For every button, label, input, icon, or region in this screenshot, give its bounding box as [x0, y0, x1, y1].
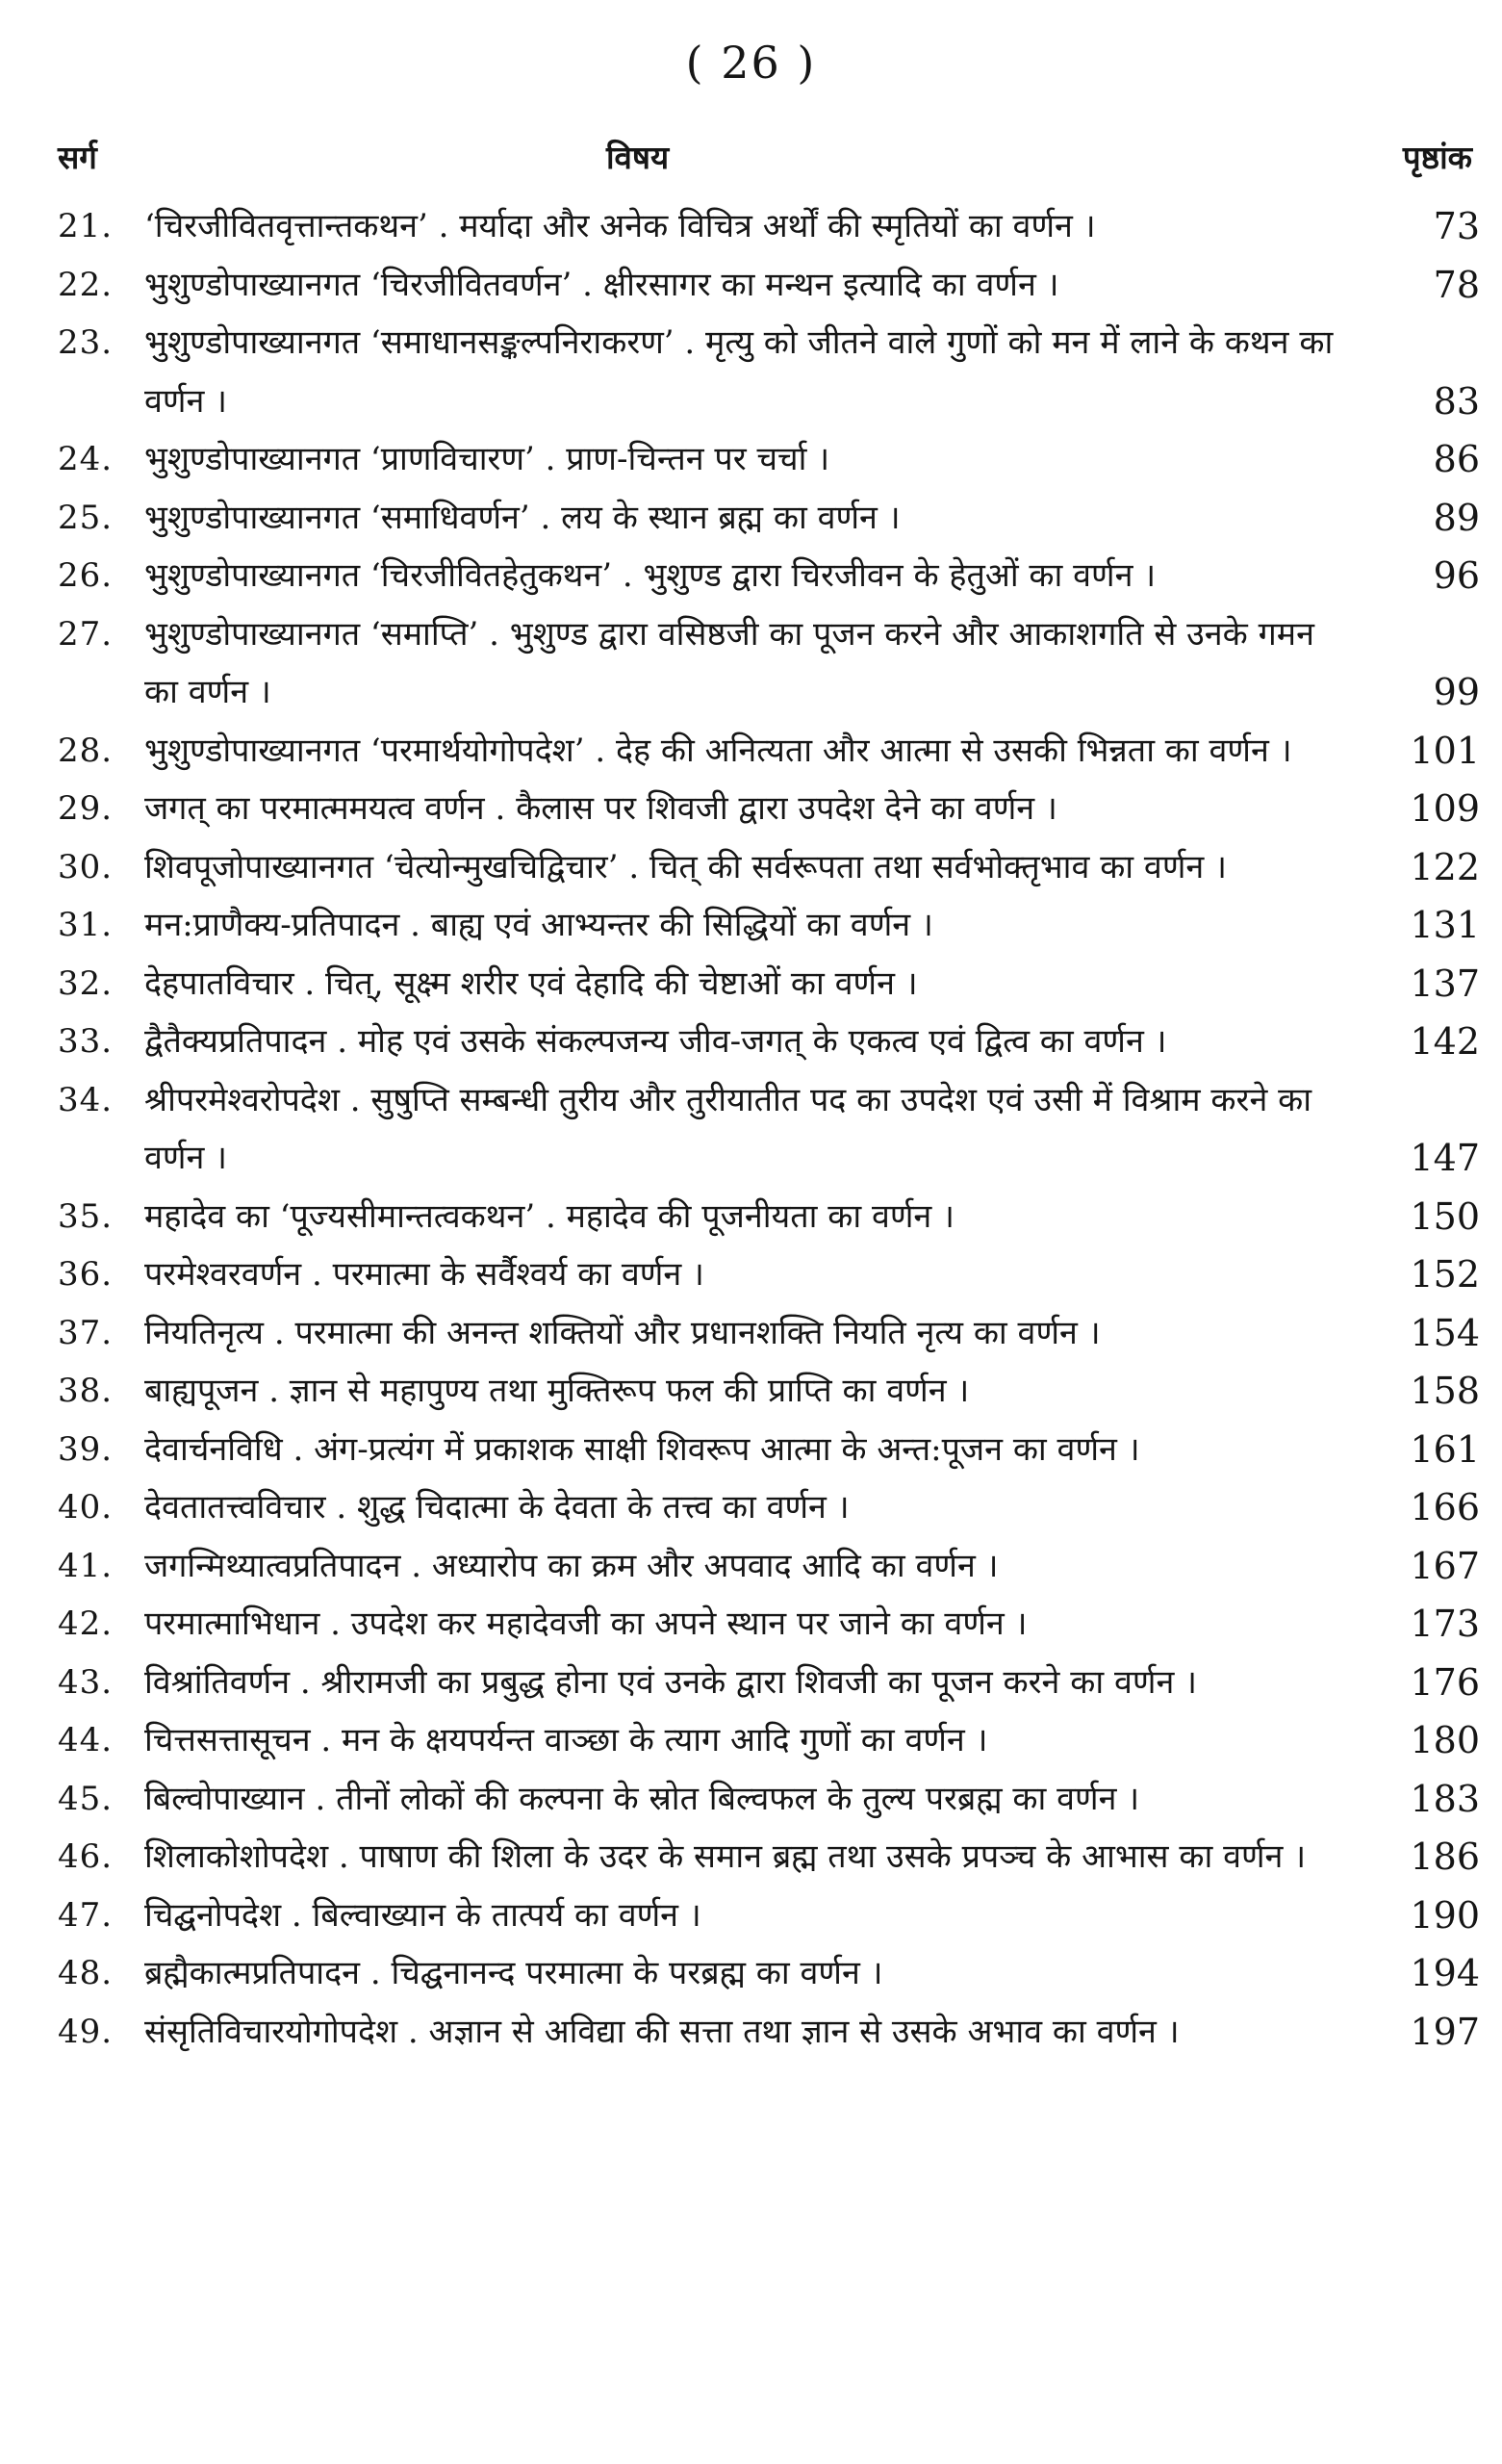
entry-number: 33.	[58, 1022, 114, 1061]
entry-page-number: 122	[1410, 845, 1480, 888]
toc-entry	[58, 197, 1480, 256]
entry-page-number: 89	[1433, 496, 1480, 539]
entry-title: बिल्वोपाख्यान . तीनों लोकों की कल्पना के स्रोत बिल्वफल के तुल्य परब्रह्म का वर्णन ।	[144, 1779, 1140, 1818]
table-of-contents	[58, 197, 1480, 2061]
entry-page-number: 147	[1410, 1137, 1480, 1179]
entry-number: 22.	[58, 265, 114, 304]
header-prishthank: पृष्ठांक	[1402, 139, 1472, 176]
toc-entry	[58, 1886, 1480, 1945]
entry-number: 45.	[58, 1779, 114, 1818]
entry-page-number: 173	[1410, 1603, 1480, 1645]
entry-number: 29.	[58, 789, 114, 828]
entry-page-number: 166	[1410, 1486, 1480, 1528]
entry-number: 39.	[58, 1429, 114, 1469]
toc-entry	[58, 1944, 1480, 2003]
entry-page-number: 154	[1410, 1311, 1480, 1354]
entry-title: देहपातविचार . चित्, सूक्ष्म शरीर एवं देहादि की चेष्टाओं का वर्णन ।	[144, 963, 918, 1003]
toc-entry	[58, 955, 1480, 1014]
entry-page-number: 78	[1433, 263, 1480, 306]
entry-number: 46.	[58, 1837, 114, 1876]
toc-entry	[58, 489, 1480, 548]
entry-title: देवतातत्त्वविचार . शुद्ध चिदात्मा के देवता के तत्त्व का वर्णन ।	[144, 1488, 850, 1527]
entry-title: महादेव का ‘पूज्यसीमान्तत्वकथन’ . महादेव की पूजनीयता का वर्णन ।	[144, 1196, 955, 1236]
entry-page-number: 152	[1410, 1253, 1480, 1296]
entry-page-number: 183	[1410, 1777, 1480, 1820]
entry-title: भुशुण्डोपाख्यानगत ‘समाधानसङ्कल्पनिराकरण’ . मृत्यु को जीतने वाले गुणों को मन में लाने के कथन का वर्णन ।	[144, 323, 1334, 421]
entry-number: 28.	[58, 731, 114, 770]
toc-entry	[58, 1188, 1480, 1246]
entry-number: 27.	[58, 614, 114, 654]
page-number: ( 26 )	[685, 37, 817, 89]
toc-entry	[58, 1013, 1480, 1071]
entry-title: चिद्घनोपदेश . बिल्वाख्यान के तात्पर्य का वर्णन ।	[144, 1895, 701, 1935]
entry-title: देवार्चनविधि . अंग-प्रत्यंग में प्रकाशक साक्षी शिवरूप आत्मा के अन्त:पूजन का वर्णन ।	[144, 1429, 1140, 1469]
entry-page-number: 167	[1410, 1544, 1480, 1587]
entry-title: ‘चिरजीवितवृत्तान्तकथन’ . मर्यादा और अनेक विचित्र अर्थों की स्मृतियों का वर्णन ।	[144, 207, 1096, 245]
entry-page-number: 86	[1433, 438, 1480, 480]
entry-title: शिवपूजोपाख्यानगत ‘चेत्योन्मुखचिद्विचार’ . चित् की सर्वरूपता तथा सर्वभोक्तृभाव का वर्णन ।	[144, 847, 1227, 886]
entry-page-number: 109	[1410, 787, 1480, 830]
entry-title: जगत् का परमात्ममयत्व वर्णन . कैलास पर शिवजी द्वारा उपदेश देने का वर्णन ।	[144, 789, 1057, 828]
entry-page-number: 161	[1410, 1427, 1480, 1471]
entry-number: 40.	[58, 1488, 114, 1527]
entry-title: ब्रह्मैकात्मप्रतिपादन . चिद्घनानन्द परमात्मा के परब्रह्म का वर्णन ।	[144, 1954, 883, 1992]
toc-entry	[58, 2003, 1480, 2062]
toc-entry	[58, 1071, 1480, 1188]
entry-title: परमात्माभिधान . उपदेश कर महादेवजी का अपने स्थान पर जाने का वर्णन ।	[144, 1604, 1028, 1643]
entry-number: 35.	[58, 1196, 114, 1236]
entry-page-number: 186	[1410, 1835, 1480, 1878]
toc-entry	[58, 605, 1480, 722]
entry-page-number: 73	[1433, 205, 1480, 247]
entry-title: संसृतिविचारयोगोपदेश . अज्ञान से अविद्या की सत्ता तथा ज्ञान से उसके अभाव का वर्णन ।	[144, 2012, 1180, 2051]
toc-entry	[58, 430, 1480, 489]
toc-entry	[58, 314, 1480, 430]
entry-number: 42.	[58, 1604, 114, 1643]
entry-page-number: 142	[1410, 1020, 1480, 1063]
entry-number: 41.	[58, 1546, 114, 1585]
toc-header	[58, 135, 1472, 183]
entry-page-number: 137	[1410, 962, 1480, 1005]
entry-page-number: 197	[1410, 2010, 1480, 2053]
toc-entry	[58, 1537, 1480, 1596]
entry-number: 31.	[58, 906, 114, 944]
entry-title: जगन्मिथ्यात्वप्रतिपादन . अध्यारोप का क्रम और अपवाद आदि का वर्णन ।	[144, 1546, 999, 1585]
header-vishay: विषय	[606, 139, 670, 176]
entry-page-number: 176	[1410, 1660, 1480, 1704]
toc-entry	[58, 1654, 1480, 1712]
entry-title: भुशुण्डोपाख्यानगत ‘समाप्ति’ . भुशुण्ड द्वारा वसिष्ठजी का पूजन करने और आकाशगति से उनके गमन का वर्णन ।	[144, 614, 1314, 711]
toc-entry	[58, 1245, 1480, 1304]
header-sarga: सर्ग	[58, 139, 97, 176]
entry-title: भुशुण्डोपाख्यानगत ‘समाधिवर्णन’ . लय के स्थान ब्रह्म का वर्णन ।	[144, 498, 901, 537]
toc-entry	[58, 1421, 1480, 1479]
entry-title: मन:प्राणैक्य-प्रतिपादन . बाह्य एवं आभ्यन्तर की सिद्धियों का वर्णन ।	[144, 906, 933, 944]
toc-entry	[58, 780, 1480, 838]
entry-page-number: 96	[1433, 554, 1480, 597]
entry-number: 38.	[58, 1372, 114, 1410]
entry-page-number: 158	[1410, 1370, 1480, 1412]
entry-page-number: 131	[1410, 904, 1480, 946]
toc-entry	[58, 1304, 1480, 1363]
toc-entry	[58, 896, 1480, 955]
toc-entry	[58, 838, 1480, 897]
entry-number: 49.	[58, 2012, 114, 2051]
toc-entry	[58, 547, 1480, 605]
toc-entry	[58, 722, 1480, 781]
toc-entry	[58, 1770, 1480, 1829]
entry-page-number: 99	[1433, 671, 1480, 713]
entry-title: श्रीपरमेश्वरोपदेश . सुषुप्ति सम्बन्धी तुरीय और तुरीयातीत पद का उपदेश एवं उसी में विश्राम करने का वर्णन ।	[144, 1080, 1312, 1177]
toc-entry	[58, 256, 1480, 315]
entry-title: द्वैतैक्यप्रतिपादन . मोह एवं उसके संकल्पजन्य जीव-जगत् के एकत्व एवं द्वित्व का वर्णन ।	[144, 1022, 1167, 1061]
entry-title: भुशुण्डोपाख्यानगत ‘प्राणविचारण’ . प्राण-चिन्तन पर चर्चा ।	[144, 440, 830, 478]
entry-title: परमेश्वरवर्णन . परमात्मा के सर्वैश्वर्य का वर्णन ।	[144, 1255, 704, 1294]
entry-page-number: 150	[1410, 1194, 1480, 1238]
entry-number: 36.	[58, 1255, 114, 1294]
entry-number: 23.	[58, 323, 114, 362]
toc-entry	[58, 1595, 1480, 1654]
entry-page-number: 83	[1433, 379, 1480, 423]
entry-title: भुशुण्डोपाख्यानगत ‘चिरजीवितहेतुकथन’ . भुशुण्ड द्वारा चिरजीवन के हेतुओं का वर्णन ।	[144, 556, 1157, 595]
toc-entry	[58, 1711, 1480, 1770]
entry-number: 34.	[58, 1080, 114, 1119]
entry-number: 44.	[58, 1721, 114, 1759]
entry-number: 32.	[58, 963, 114, 1003]
toc-entry	[58, 1478, 1480, 1537]
entry-number: 24.	[58, 440, 114, 478]
entry-page-number: 101	[1410, 729, 1480, 772]
toc-entry	[58, 1828, 1480, 1886]
entry-page-number: 194	[1410, 1952, 1480, 1994]
entry-number: 37.	[58, 1313, 114, 1352]
entry-title: भुशुण्डोपाख्यानगत ‘परमार्थयोगोपदेश’ . देह की अनित्यता और आत्मा से उसकी भिन्नता का वर्णन ।	[144, 731, 1292, 770]
entry-title: चित्तसत्तासूचन . मन के क्षयपर्यन्त वाञ्छा के त्याग आदि गुणों का वर्णन ।	[144, 1721, 988, 1759]
entry-page-number: 190	[1410, 1893, 1480, 1937]
entry-title: बाह्यपूजन . ज्ञान से महापुण्य तथा मुक्तिरूप फल की प्राप्ति का वर्णन ।	[144, 1372, 970, 1410]
entry-number: 48.	[58, 1954, 114, 1992]
entry-number: 25.	[58, 498, 114, 537]
entry-number: 21.	[58, 207, 114, 245]
entry-page-number: 180	[1410, 1719, 1480, 1761]
entry-title: शिलाकोशोपदेश . पाषाण की शिला के उदर के समान ब्रह्म तथा उसके प्रपञ्च के आभास का वर्णन ।	[144, 1837, 1307, 1876]
entry-number: 43.	[58, 1662, 114, 1702]
entry-title: विश्रांतिवर्णन . श्रीरामजी का प्रबुद्ध होना एवं उनके द्वारा शिवजी का पूजन करने का वर्णन ।	[144, 1662, 1198, 1702]
entry-number: 47.	[58, 1895, 114, 1935]
toc-entry	[58, 1362, 1480, 1421]
entry-number: 26.	[58, 556, 114, 595]
entry-title: भुशुण्डोपाख्यानगत ‘चिरजीवितवर्णन’ . क्षीरसागर का मन्थन इत्यादि का वर्णन ।	[144, 265, 1059, 304]
entry-title: नियतिनृत्य . परमात्मा की अनन्त शक्तियों और प्रधानशक्ति नियति नृत्य का वर्णन ।	[144, 1313, 1101, 1352]
entry-number: 30.	[58, 847, 114, 886]
